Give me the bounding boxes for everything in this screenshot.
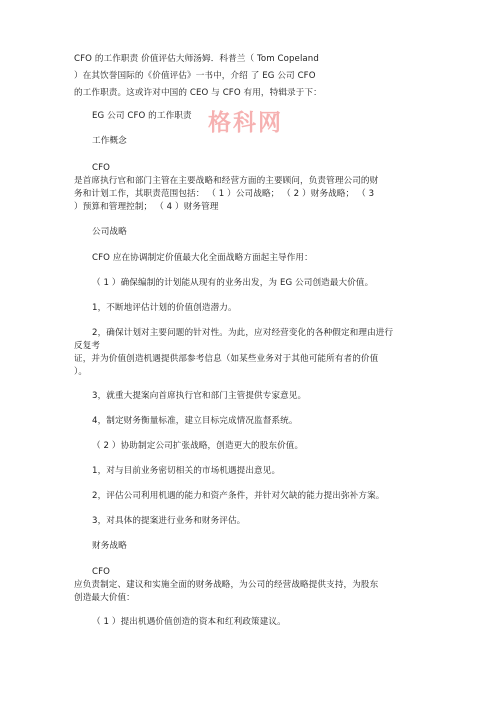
text-line-fin-item-1: （ 1 ）提出机遇价值创造的资本和红利政策建议。	[92, 617, 286, 627]
text-line-fin-strategy-1: 应负责制定、建议和实施全面的财务战略，为公司的经营战略提供支持，为股东	[74, 580, 379, 590]
text-line-cfo-label: CFO	[92, 163, 111, 173]
text-line-item-1-2-cont-1: 反复考	[74, 341, 101, 351]
text-line-intro-2: ）在其饮誉国际的《价值评估》一书中，介绍 了 EG 公司 CFO	[74, 71, 316, 81]
text-line-strategy-lead: CFO 应在协调制定价值最大化全面战略方面起主导作用：	[92, 253, 313, 263]
section-heading-work-concept: 工作概念	[92, 136, 127, 146]
text-line-item-1: （ 1 ）确保编制的计划能从现有的业务出发，为 EG 公司创造最大价值。	[92, 278, 374, 288]
text-line-item-1-2-cont-3: ）。	[74, 367, 88, 377]
text-line-item-2-2: 2，评估公司利用机遇的能力和资产条件，并针对欠缺的能力提出弥补方案。	[92, 491, 385, 501]
text-line-item-2-3: 3，对具体的提案进行业务和财务评估。	[92, 516, 246, 526]
text-line-cfo-label-2: CFO	[92, 567, 111, 577]
text-line-item-2: （ 2 ）协助制定公司扩张战略，创造更大的股东价值。	[92, 441, 304, 451]
text-line-intro-1: CFO 的工作职责 价值评估大师汤姆．科普兰（ Tom Copeland	[74, 54, 319, 64]
text-line-item-1-1: 1，不断地评估计划的价值创造潜力。	[92, 303, 237, 313]
text-line-cfo-def-2: 务和计划工作，其职责范围包括： （ 1 ）公司战略； （ 2 ）财务战略； （ 3	[74, 189, 375, 199]
text-line-cfo-def-3: ）预算和管理控制； （ 4 ）财务管理	[74, 202, 219, 212]
section-heading-eg-cfo: EG 公司 CFO 的工作职责	[92, 111, 192, 121]
text-line-cfo-def-1: 是首席执行官和部门主管在主要战略和经营方面的主要顾问，负责管理公司的财	[74, 176, 379, 186]
section-heading-financial-strategy: 财务战略	[92, 541, 127, 551]
text-line-intro-3: 的工作职责。这或许对中国的 CEO 与 CFO 有用，特辑录于下：	[74, 88, 322, 98]
watermark-logo: 格科网	[208, 110, 283, 136]
section-heading-company-strategy: 公司战略	[92, 227, 127, 237]
text-line-item-1-2-cont-2: 证，并为价值创造机遇提供部参考信息（如某些业务对于其他可能所有者的价值	[74, 354, 379, 364]
text-line-item-2-1: 1，对与目前业务密切相关的市场机遇提出意见。	[92, 466, 281, 476]
text-line-item-1-2: 2，确保计划对主要问题的针对性。为此，应对经营变化的各种假定和理由进行	[92, 328, 394, 338]
text-line-item-1-3: 3，就重大提案向首席执行官和部门主管提供专家意见。	[92, 391, 307, 401]
text-line-fin-strategy-2: 创造最大价值：	[74, 593, 135, 603]
text-line-item-1-4: 4，制定财务衡量标准，建立目标完成情况监督系统。	[92, 416, 298, 426]
